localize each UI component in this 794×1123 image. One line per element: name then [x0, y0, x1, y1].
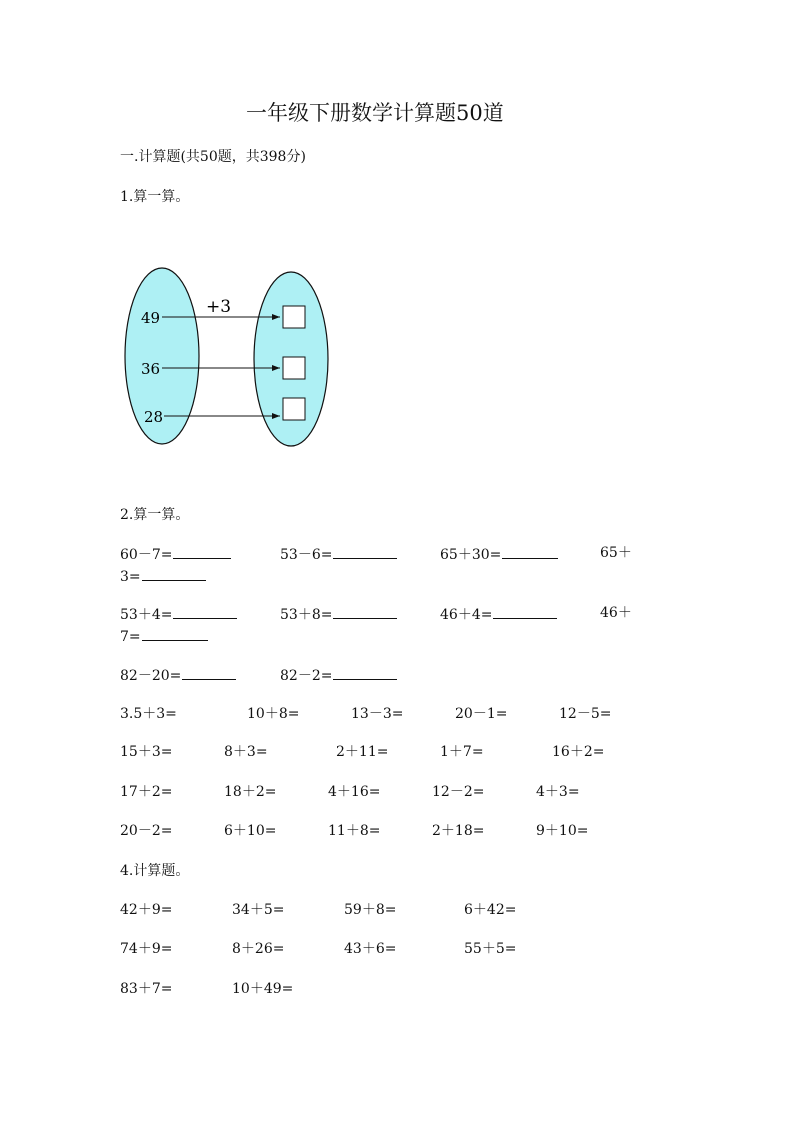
op-label: +3 — [206, 297, 232, 317]
q3-problem: 4＋3= — [536, 784, 580, 800]
number-1: 49 — [141, 309, 161, 327]
q2-problem: 65＋30= — [440, 544, 558, 564]
q4-problem: 34＋5= — [232, 902, 285, 918]
q3-problem: 20－2= — [120, 823, 173, 839]
q4-problem: 43＋6= — [344, 941, 397, 957]
q2-problem: 53－6= — [280, 544, 397, 564]
q3-problem: 18＋2= — [224, 784, 277, 800]
q2-problem-wrap: 3= — [120, 566, 206, 586]
q3-problem: 16＋2= — [552, 744, 605, 760]
q4-problem: 83＋7= — [120, 981, 173, 997]
q4-label: 4.计算题。 — [120, 863, 190, 879]
q4-problem: 10＋49= — [232, 981, 294, 997]
q2-problem: 82－2= — [280, 665, 397, 685]
section-heading: 一.计算题(共50题，共398分) — [120, 149, 306, 165]
q4-problem: 74＋9= — [120, 941, 173, 957]
q2-problem: 82－20= — [120, 665, 236, 685]
q2-problem: 53＋8= — [280, 604, 397, 624]
q2-problem: 53＋4= — [120, 604, 237, 624]
q2-problem: 46＋ — [600, 605, 632, 621]
q3-problem: 13－3= — [351, 706, 404, 722]
number-3: 28 — [144, 408, 164, 426]
q3-problem: 15＋3= — [120, 744, 173, 760]
q2-problem: 46＋4= — [440, 604, 557, 624]
q4-problem: 8＋26= — [232, 941, 285, 957]
q3-problem: 10＋8= — [247, 706, 300, 722]
q3-problem: 1＋7= — [440, 744, 484, 760]
q3-problem: 6＋10= — [224, 823, 277, 839]
q3-problem: 20－1= — [455, 706, 508, 722]
answer-box-2 — [283, 357, 305, 379]
q3-problem: 17＋2= — [120, 784, 173, 800]
q2-problem: 60－7= — [120, 544, 231, 564]
q4-problem: 59＋8= — [344, 902, 397, 918]
q3-problem: 2＋18= — [432, 823, 485, 839]
q3-problem: 4＋16= — [328, 784, 381, 800]
q1-label: 1.算一算。 — [120, 189, 190, 205]
q3-problem: 12－2= — [432, 784, 485, 800]
answer-box-1 — [283, 306, 305, 328]
q3-problem: 9＋10= — [536, 823, 589, 839]
q3-problem: 3.5＋3= — [120, 706, 177, 722]
q4-problem: 42＋9= — [120, 902, 173, 918]
q1-mapping-diagram — [120, 262, 340, 457]
q3-problem: 2＋11= — [336, 744, 389, 760]
q4-problem: 55＋5= — [464, 941, 517, 957]
q2-problem-wrap: 7= — [120, 626, 208, 646]
q3-problem: 12－5= — [559, 706, 612, 722]
q3-problem: 11＋8= — [328, 823, 381, 839]
answer-box-3 — [283, 398, 305, 420]
q2-problem: 65＋ — [600, 545, 632, 561]
q4-problem: 6＋42= — [464, 902, 517, 918]
q3-problem: 8＋3= — [224, 744, 268, 760]
q2-label: 2.算一算。 — [120, 507, 190, 523]
number-2: 36 — [141, 360, 161, 378]
page-title: 一年级下册数学计算题50道 — [246, 101, 504, 125]
